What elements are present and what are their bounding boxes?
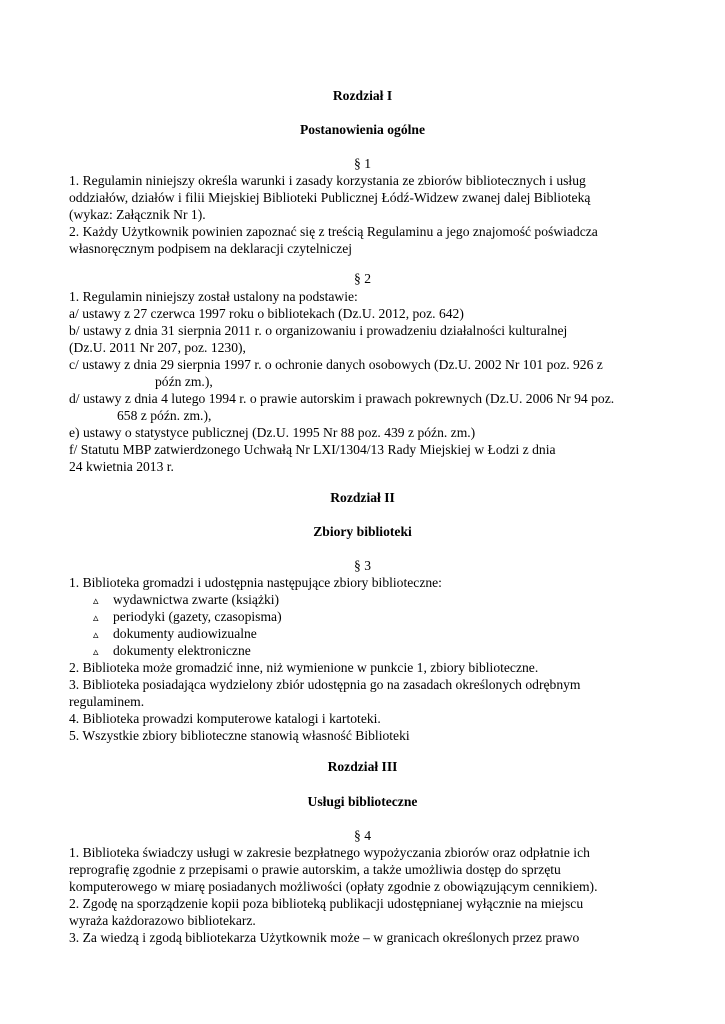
- section-mark: § 2: [354, 271, 371, 286]
- paragraph-line: 24 kwietnia 2013 r.: [69, 459, 174, 474]
- paragraph-line: 1. Biblioteka świadczy usługi w zakresie bezpłatnego wypożyczania zbiorów oraz odpłatnie ich: [69, 845, 590, 860]
- paragraph-line: 1. Regulamin niniejszy określa warunki i zasady korzystania ze zbiorów bibliotecznych i usług: [69, 173, 586, 188]
- paragraph-line: b/ ustawy z dnia 31 sierpnia 2011 r. o organizowaniu i prowadzeniu działalności kulturalnej: [69, 323, 568, 338]
- paragraph-line: reprografię zgodnie z przepisami o prawie autorskim, a także umożliwia dostęp do sprzętu: [69, 862, 561, 877]
- chapter-title: Zbiory biblioteki: [313, 524, 412, 539]
- paragraph-line: oddziałów, działów i filii Miejskiej Biblioteki Publicznej Łódź-Widzew zwanej dalej Biblioteką: [69, 190, 591, 205]
- list-item-text: dokumenty elektroniczne: [113, 643, 251, 658]
- paragraph-line: 3. Za wiedzą i zgodą bibliotekarza Użytkownik może – w granicach określonych przez prawo: [69, 930, 580, 945]
- triangle-bullet-icon: ▵: [93, 612, 99, 624]
- chapter-number: Rozdział I: [332, 88, 393, 103]
- chapter-number: Rozdział III: [327, 759, 398, 774]
- paragraph-line: 1. Biblioteka gromadzi i udostępnia następujące zbiory biblioteczne:: [69, 575, 442, 590]
- list-item-text: periodyki (gazety, czasopisma): [113, 609, 282, 624]
- section-mark: § 4: [354, 828, 371, 843]
- paragraph-line: 1. Regulamin niniejszy został ustalony na podstawie:: [69, 289, 358, 304]
- paragraph-line: 2. Każdy Użytkownik powinien zapoznać się z treścią Regulaminu a jego znajomość poświadcza: [69, 224, 598, 239]
- section-mark: § 3: [354, 558, 371, 573]
- paragraph-line: własnoręcznym podpisem na deklaracji czytelniczej: [69, 241, 353, 256]
- triangle-bullet-icon: ▵: [93, 646, 99, 658]
- paragraph-line: e) ustawy o statystyce publicznej (Dz.U. 1995 Nr 88 poz. 439 z późn. zm.): [69, 425, 476, 440]
- paragraph-line: wyraża każdorazowo bibliotekarz.: [69, 913, 256, 928]
- paragraph-line: 4. Biblioteka prowadzi komputerowe katalogi i kartoteki.: [69, 711, 381, 726]
- paragraph-line: c/ ustawy z dnia 29 sierpnia 1997 r. o ochronie danych osobowych (Dz.U. 2002 Nr 101 poz. 926 z: [69, 357, 603, 372]
- paragraph-line: (wykaz: Załącznik Nr 1).: [69, 207, 206, 222]
- list-item-text: dokumenty audiowizualne: [113, 626, 257, 641]
- chapter-title: Postanowienia ogólne: [300, 122, 425, 137]
- paragraph-line: 658 z późn. zm.),: [117, 408, 212, 423]
- triangle-bullet-icon: ▵: [93, 629, 99, 641]
- paragraph-line: 2. Biblioteka może gromadzić inne, niż wymienione w punkcie 1, zbiory biblioteczne.: [69, 660, 539, 675]
- chapter-title: Usługi biblioteczne: [307, 794, 418, 809]
- paragraph-line: (Dz.U. 2011 Nr 207, poz. 1230),: [69, 340, 246, 355]
- paragraph-line: 5. Wszystkie zbiory biblioteczne stanowią własność Biblioteki: [69, 728, 410, 743]
- list-item-text: wydawnictwa zwarte (książki): [113, 592, 280, 607]
- chapter-number: Rozdział II: [330, 490, 395, 505]
- paragraph-line: a/ ustawy z 27 czerwca 1997 roku o bibliotekach (Dz.U. 2012, poz. 642): [69, 306, 464, 321]
- paragraph-line: późn zm.),: [155, 374, 213, 389]
- triangle-bullet-icon: ▵: [93, 595, 99, 607]
- paragraph-line: 2. Zgodę na sporządzenie kopii poza biblioteką publikacji udostępnianej wyłącznie na miejscu: [69, 896, 584, 911]
- paragraph-line: 3. Biblioteka posiadająca wydzielony zbiór udostępnia go na zasadach określonych odrębnym: [69, 677, 581, 692]
- paragraph-line: regulaminem.: [69, 694, 145, 709]
- paragraph-line: f/ Statutu MBP zatwierdzonego Uchwałą Nr LXI/1304/13 Rady Miejskiej w Łodzi z dnia: [69, 442, 556, 457]
- section-mark: § 1: [354, 156, 371, 171]
- paragraph-line: d/ ustawy z dnia 4 lutego 1994 r. o prawie autorskim i prawach pokrewnych (Dz.U. 2006 Nr 94 poz.: [69, 391, 615, 406]
- paragraph-line: komputerowego w miarę posiadanych możliwości (opłaty zgodnie z obowiązującym cennikiem).: [69, 879, 598, 894]
